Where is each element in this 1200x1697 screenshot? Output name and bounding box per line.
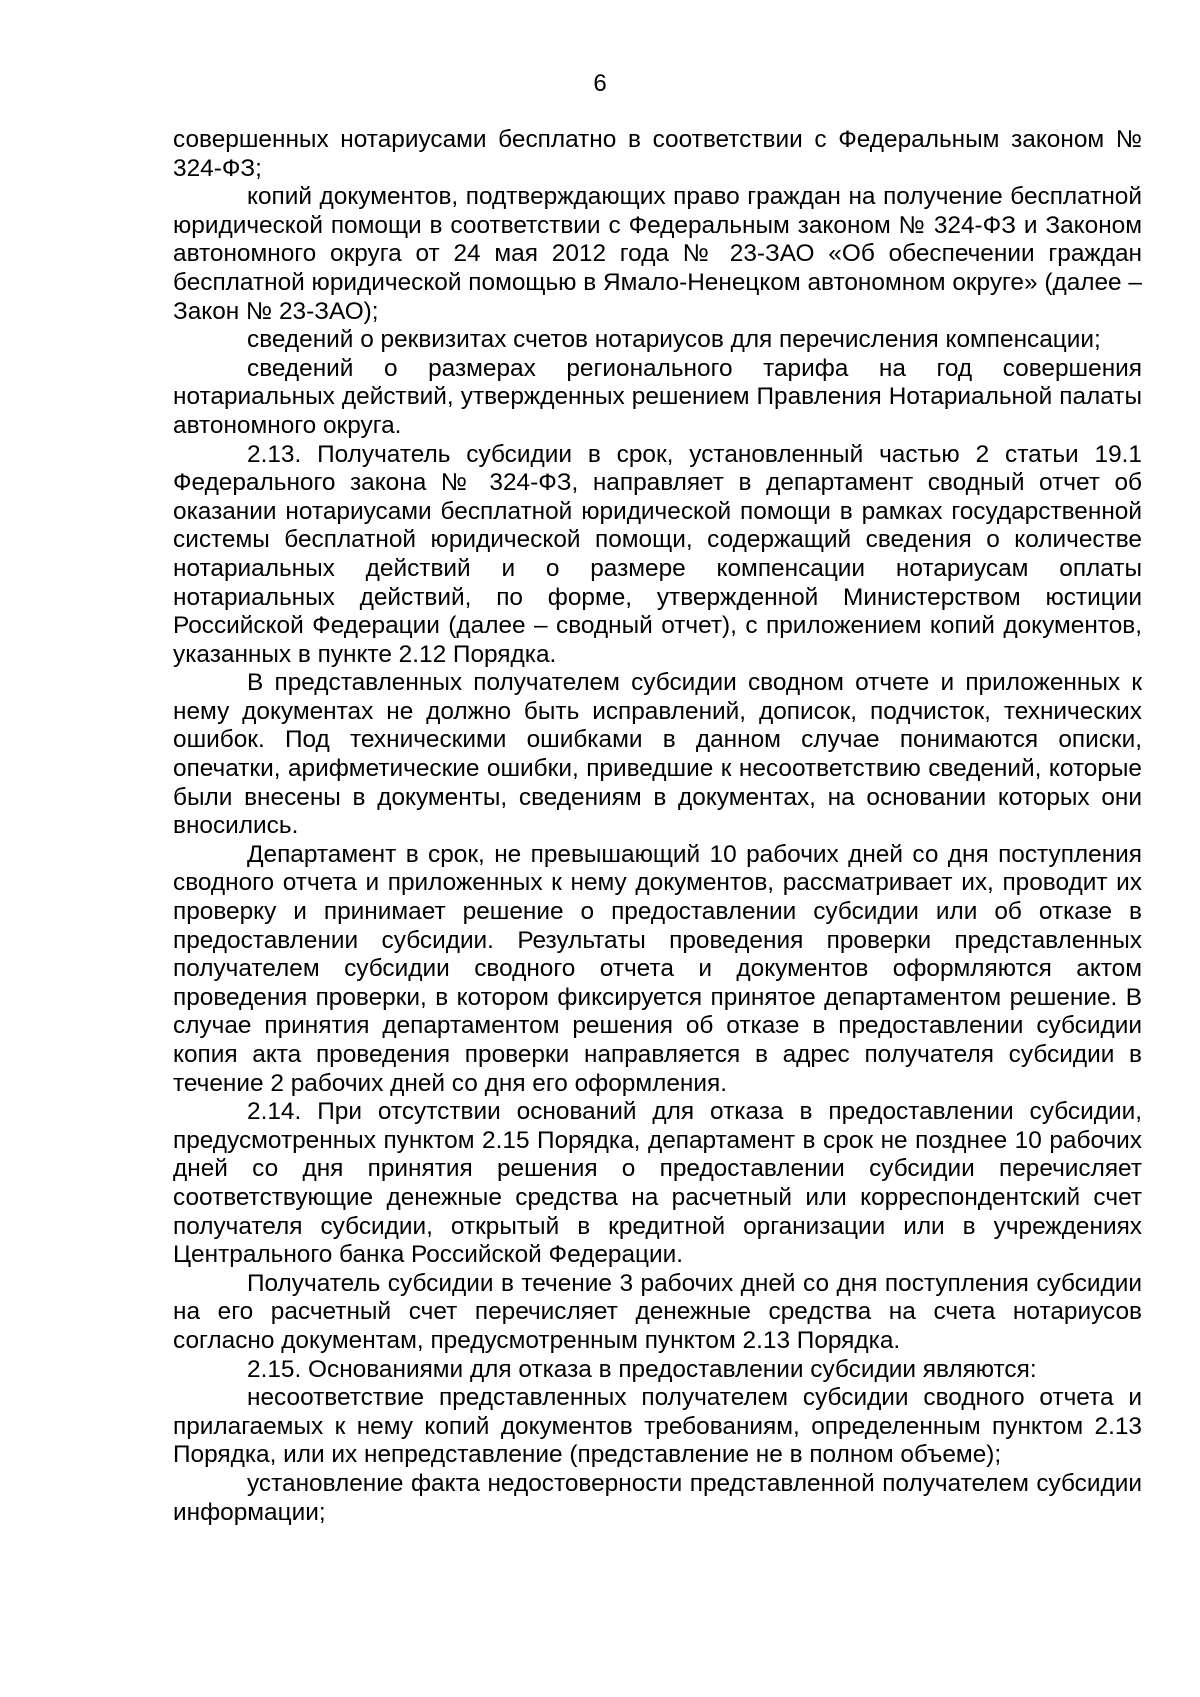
paragraph-continuation: совершенных нотариусами бесплатно в соответствии с Федеральным законом № 324-ФЗ; [173, 126, 1142, 182]
paragraph-copies-of-documents: копий документов, подтверждающих право граждан на получение бесплатной юридической помощи в соответствии с Федеральным законом № 324-ФЗ и Законом автономного округа от 24 мая 2012 года № 23-ЗАО «Об обеспечении граждан бесплатной юридической помощью в Ямало-Ненецком автономном округе» (далее – Закон № 23-ЗАО); [173, 183, 1142, 325]
paragraph-notary-accounts: сведений о реквизитах счетов нотариусов для перечисления компенсации; [247, 326, 1101, 354]
paragraph-report-requirements: В представленных получателем субсидии сводном отчете и приложенных к нему документах не должно быть исправлений, дописок, подчисток, технических ошибок. Под техническими ошибками в данном случае понимаются описки, опечатки, арифметические ошибки, приведшие к несоответствию сведений, которые были внесены в документы, сведениям в документах, на основании которых они вносились. [173, 669, 1142, 840]
paragraph-unreliable-info: установление факта недостоверности представленной получателем субсидии информации; [173, 1469, 1142, 1526]
paragraph-regional-tariff: сведений о размерах регионального тарифа на год совершения нотариальных действий, утвержденных решением Правления Нотариальной палаты автономного округа. [173, 354, 1142, 439]
paragraph-2-14: 2.14. При отсутствии оснований для отказа в предоставлении субсидии, предусмотренных пунктом 2.15 Порядка, департамент в срок не позднее 10 рабочих дней со дня принятия решения о предоставлении субсидии перечисляет соответствующие денежные средства на расчетный или корреспондентский счет получателя субсидии, открытый в кредитной организации или в учреждениях Центрального банка Российской Федерации. [173, 1098, 1142, 1269]
paragraph-2-13: 2.13. Получатель субсидии в срок, установленный частью 2 статьи 19.1 Федерального закона № 324-ФЗ, направляет в департамент сводный отчет об оказании нотариусами бесплатной юридической помощи в рамках государственной системы бесплатной юридической помощи, содержащий сведения о количестве нотариальных действий и о размере компенсации нотариусам оплаты нотариальных действий, по форме, утвержденной Министерством юстиции Российской Федерации (далее – сводный отчет), с приложением копий документов, указанных в пункте 2.12 Порядка. [173, 440, 1142, 668]
document-body [173, 126, 1142, 1527]
paragraph-department-review: Департамент в срок, не превышающий 10 рабочих дней со дня поступления сводного отчета и приложенных к нему документов, рассматривает их, проводит их проверку и принимает решение о предоставлении субсидии или об отказе в предоставлении субсидии. Результаты проведения проверки представленных получателем субсидии сводного отчета и документов оформляются актом проведения проверки, в котором фиксируется принятое департаментом решение. В случае принятия департаментом решения об отказе в предоставлении субсидии копия акта проведения проверки направляется в адрес получателя субсидии в течение 2 рабочих дней со дня его оформления. [173, 840, 1142, 1097]
paragraph-noncompliance: несоответствие представленных получателем субсидии сводного отчета и прилагаемых к нему копий документов требованиям, определенным пунктом 2.13 Порядка, или их непредставление (представление не в полном объеме); [173, 1384, 1142, 1469]
page-number: 6 [593, 70, 607, 97]
paragraph-2-15: 2.15. Основаниями для отказа в предоставлении субсидии являются: [247, 1355, 1037, 1383]
paragraph-funds-transfer: Получатель субсидии в течение 3 рабочих дней со дня поступления субсидии на его расчетный счет перечисляет денежные средства на счета нотариусов согласно документам, предусмотренным пунктом 2.13 Порядка. [173, 1269, 1142, 1354]
